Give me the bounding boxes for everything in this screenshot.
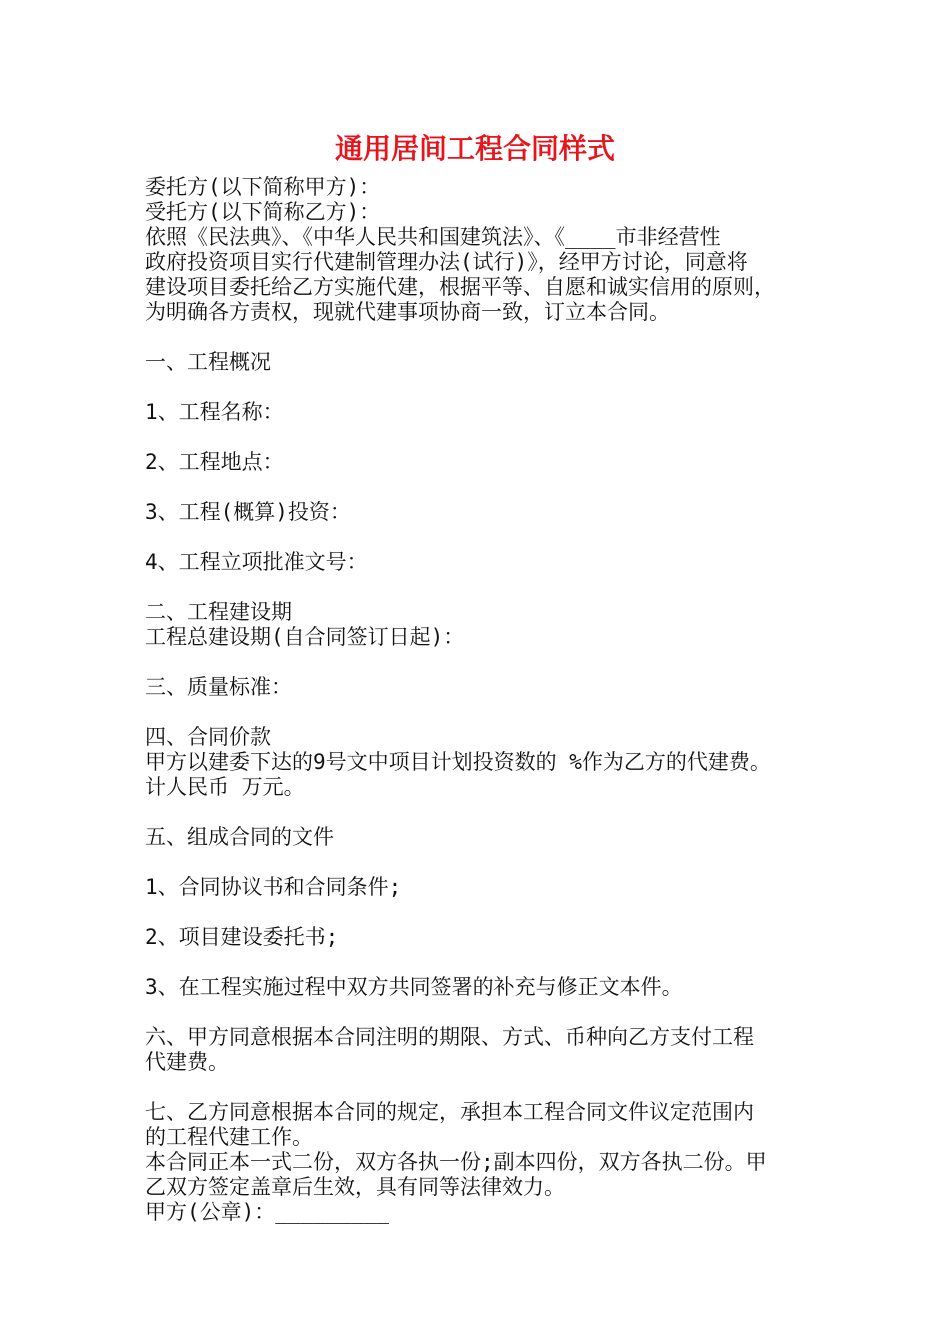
- blank-line: [145, 425, 825, 450]
- blank-line: [145, 850, 825, 875]
- text-line: 代建费。: [145, 1050, 229, 1074]
- text-line: 委托方(以下简称甲方)：: [145, 175, 381, 199]
- text-line: 受托方(以下简称乙方)：: [145, 200, 381, 224]
- document-title: 通用居间工程合同样式: [334, 132, 615, 165]
- text-line: 四、合同价款: [145, 725, 271, 749]
- text-line: 本合同正本一式二份，双方各执一份;副本四份，双方各执二份。甲: [145, 1150, 767, 1174]
- blank-line: [145, 900, 825, 925]
- text-line: 3、工程(概算)投资：: [145, 500, 351, 524]
- text-line: 计人民币 万元。: [145, 775, 305, 799]
- text-line: 2、工程地点：: [145, 450, 284, 474]
- blank-line: [145, 475, 825, 500]
- blank-line: [145, 800, 825, 825]
- text-line: 政府投资项目实行代建制管理办法(试行)》，经甲方讨论，同意将: [145, 250, 748, 274]
- document-body: [145, 175, 825, 1225]
- text-line: 二、工程建设期: [145, 600, 292, 624]
- blank-line: [145, 575, 825, 600]
- blank-line: [145, 325, 825, 350]
- blank-line: [145, 700, 825, 725]
- blank-line: [145, 950, 825, 975]
- text-line: 1、合同协议书和合同条件;: [145, 875, 402, 899]
- text-line: 甲方以建委下达的9号文中项目计划投资数的 %作为乙方的代建费。: [145, 750, 771, 774]
- text-line: 3、在工程实施过程中双方共同签署的补充与修正文本件。: [145, 975, 683, 999]
- text-line: 六、甲方同意根据本合同注明的期限、方式、币种向乙方支付工程: [145, 1025, 754, 1049]
- blank-line: [145, 650, 825, 675]
- text-line: 一、工程概况: [145, 350, 271, 374]
- text-line: 建设项目委托给乙方实施代建，根据平等、自愿和诚实信用的原则，: [145, 275, 775, 299]
- text-line: 乙双方签定盖章后生效，具有同等法律效力。: [145, 1175, 565, 1199]
- blank-line: [145, 375, 825, 400]
- text-line: 1、工程名称：: [145, 400, 284, 424]
- text-line: 甲方(公章)：_________: [145, 1200, 390, 1224]
- blank-line: [145, 525, 825, 550]
- text-line: 为明确各方责权，现就代建事项协商一致，订立本合同。: [145, 300, 670, 324]
- text-line: 的工程代建工作。: [145, 1125, 313, 1149]
- text-line: 三、质量标准：: [145, 675, 292, 699]
- blank-line: [145, 1075, 825, 1100]
- text-line: 2、项目建设委托书;: [145, 925, 339, 949]
- text-line: 4、工程立项批准文号：: [145, 550, 368, 574]
- blank-line: [145, 1000, 825, 1025]
- text-line: 七、乙方同意根据本合同的规定，承担本工程合同文件议定范围内: [145, 1100, 754, 1124]
- text-line: 五、组成合同的文件: [145, 825, 334, 849]
- text-line: 工程总建设期(自合同签订日起)：: [145, 625, 465, 649]
- text-line: 依照《民法典》、《中华人民共和国建筑法》、《____市非经营性: [145, 225, 721, 249]
